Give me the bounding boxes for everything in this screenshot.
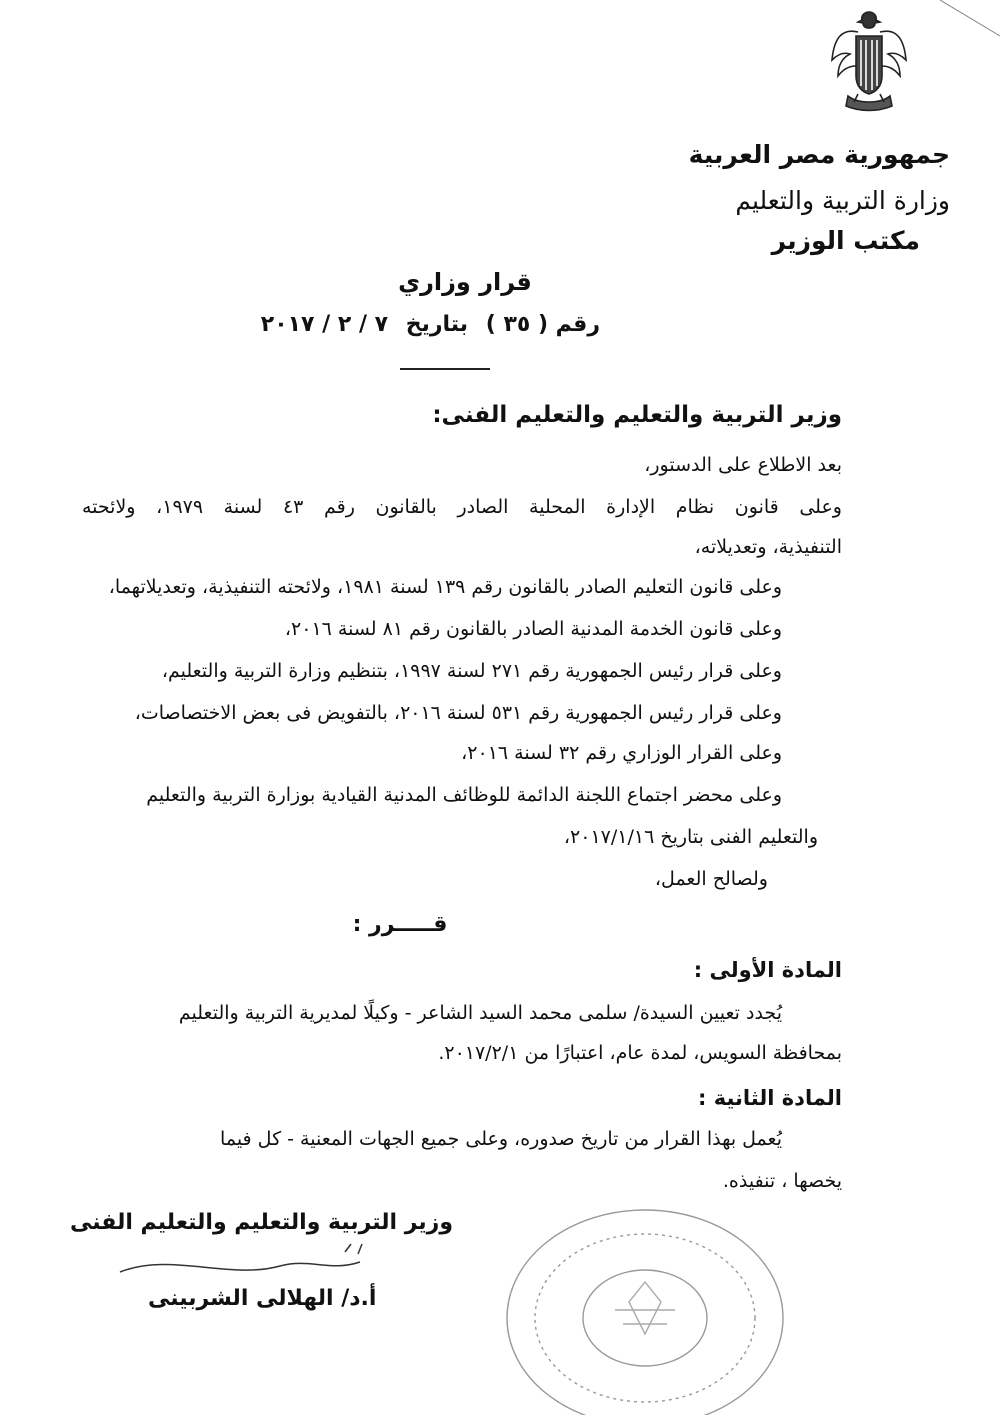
eagle-emblem-icon (828, 8, 910, 118)
preamble-line: وعلى قانون الخدمة المدنية الصادر بالقانون رقم ٨١ لسنة ٢٠١٦، (284, 618, 782, 640)
preamble-line: وعلى قرار رئيس الجمهورية رقم ٢٧١ لسنة ١٩٩٧، بتنظيم وزارة التربية والتعليم، (161, 660, 782, 682)
title-divider (400, 368, 490, 370)
preamble-line: وعلى قرار رئيس الجمهورية رقم ٥٣١ لسنة ٢٠١٦، بالتفويض فى بعض الاختصاصات، (134, 702, 782, 724)
article-line: يخصها ، تنفيذه. (722, 1170, 842, 1192)
article-line: يُعمل بهذا القرار من تاريخ صدوره، وعلى جميع الجهات المعنية - كل فيما (220, 1128, 782, 1150)
country-name: جمهورية مصر العربية (688, 140, 950, 169)
office-name: مكتب الوزير (771, 226, 920, 255)
preamble-line: بعد الاطلاع على الدستور، (644, 454, 842, 476)
article-line: بمحافظة السويس، لمدة عام، اعتبارًا من ٢٠١٧/٢/١. (438, 1042, 842, 1064)
signatory-title: وزير التربية والتعليم والتعليم الفنى (70, 1210, 454, 1235)
date-label: بتاريخ (405, 312, 469, 337)
preamble-line: وعلى القرار الوزاري رقم ٣٢ لسنة ٢٠١٦، (461, 742, 782, 764)
preamble-line: وعلى قانون التعليم الصادر بالقانون رقم ١٣٩ لسنة ١٩٨١، ولائحته التنفيذية، وتعديلاتهما، (108, 576, 782, 598)
scan-edge-mark (940, 0, 1000, 40)
article-heading: المادة الثانية : (698, 1086, 842, 1110)
preamble-line: والتعليم الفنى بتاريخ ٢٠١٧/١/١٦، (563, 826, 818, 848)
article-line: يُجدد تعيين السيدة/ سلمى محمد السيد الشاعر - وكيلًا لمديرية التربية والتعليم (178, 1002, 782, 1024)
preamble-lead: وزير التربية والتعليم والتعليم الفنى: (432, 402, 842, 428)
preamble-line: ولصالح العمل، (654, 868, 768, 890)
ministry-name: وزارة التربية والتعليم (735, 186, 950, 215)
preamble-line: وعلى محضر اجتماع اللجنة الدائمة للوظائف المدنية القيادية بوزارة التربية والتعليم (146, 784, 782, 806)
official-seal-icon (495, 1200, 795, 1415)
article-heading: المادة الأولى : (693, 958, 842, 982)
decision-reference (251, 312, 600, 337)
handwritten-signature (110, 1232, 400, 1292)
decision-title: قرار وزاري (398, 268, 532, 296)
decision-date: ٧ / ٢ / ٢٠١٧ (260, 312, 389, 337)
decree-heading: قـــــرر : (352, 912, 448, 937)
decision-number: رقم ( ٣٥ ) (485, 312, 600, 337)
preamble-line: وعلى قانون نظام الإدارة المحلية الصادر بالقانون رقم ٤٣ لسنة ١٩٧٩، ولائحته (82, 496, 842, 518)
preamble-line: التنفيذية، وتعديلاته، (694, 536, 842, 558)
signatory-name: أ.د/ الهلالى الشربينى (148, 1286, 377, 1311)
